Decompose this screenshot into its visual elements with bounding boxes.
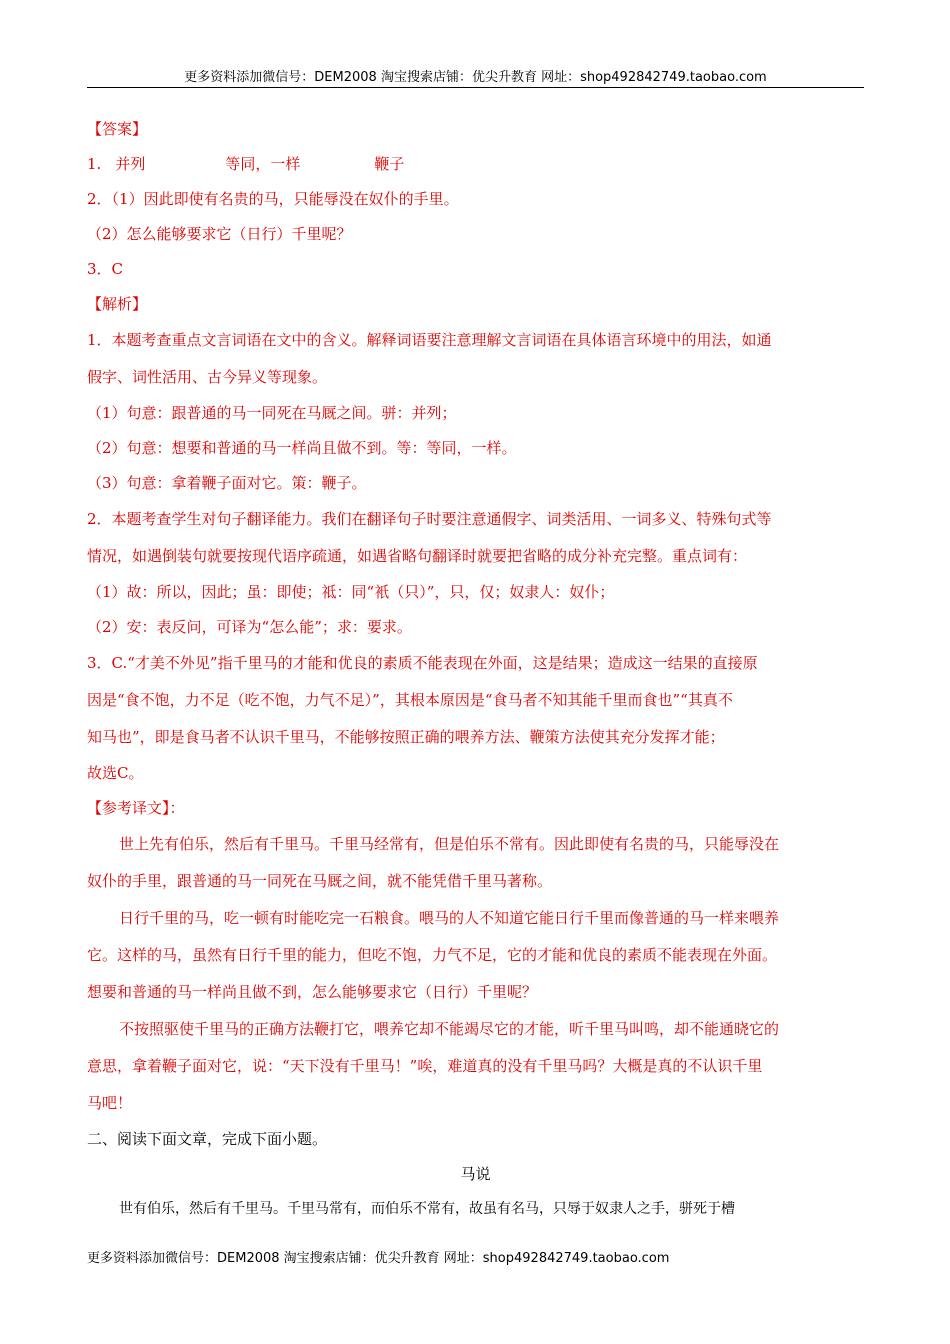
section-instruction: 二、阅读下面文章，完成下面小题。 bbox=[87, 1130, 328, 1148]
analysis-line: 3．C.“才美不外见”指千里马的才能和优良的素质不能表现在外面，这是结果；造成这一结果的直接原 bbox=[87, 654, 758, 672]
analysis-line: 假字、词性活用、古今异义等现象。 bbox=[87, 368, 328, 386]
answer-q1-c: 鞭子 bbox=[374, 155, 405, 173]
translation-p1-line: 奴仆的手里，跟普通的马一同死在马厩之间，就不能凭借千里马著称。 bbox=[87, 872, 553, 890]
passage-first-line: 世有伯乐，然后有千里马。千里马常有，而伯乐不常有，故虽有名马，只辱于奴隶人之手，骈死于槽 bbox=[119, 1201, 735, 1217]
translation-p3-line: 马吧！ bbox=[87, 1094, 133, 1112]
translation-heading: 【参考译文】： bbox=[87, 799, 185, 817]
answer-q1 bbox=[87, 147, 864, 182]
answer-q2-2: （2）怎么能够要求它（日行）千里呢？ bbox=[87, 225, 352, 243]
answer-q2-1: 2．（1）因此即使有名贵的马，只能辱没在奴仆的手里。 bbox=[87, 190, 459, 208]
analysis-heading: 【解析】 bbox=[87, 295, 148, 313]
analysis-line: 1．本题考查重点文言词语在文中的含义。解释词语要注意理解文言词语在具体语言环境中的用法，如通 bbox=[87, 331, 772, 349]
page-footer: 更多资料添加微信号：DEM2008 淘宝搜索店铺：优尖升教育 网址：shop492842749.taobao.com bbox=[87, 1251, 670, 1266]
analysis-line: 因是“食不饱，力不足（吃不饱，力气不足）”，其根本原因是“食马者不知其能千里而食也”“其真不 bbox=[87, 691, 733, 709]
document-body bbox=[87, 112, 864, 1227]
translation-p2-line: 它。这样的马，虽然有日行千里的能力，但吃不饱，力气不足，它的才能和优良的素质不能表现在外面。 bbox=[87, 946, 778, 964]
answer-q1-number: 1. bbox=[87, 155, 102, 173]
translation-p2-line: 日行千里的马，吃一顿有时能吃完一石粮食。喂马的人不知道它能日行千里而像普通的马一样来喂养 bbox=[119, 909, 780, 927]
analysis-line: 故选C。 bbox=[87, 764, 144, 782]
translation-p2-line: 想要和普通的马一样尚且做不到，怎么能够要求它（日行）千里呢？ bbox=[87, 983, 538, 1001]
translation-p3-line: 意思，拿着鞭子面对它，说：“天下没有千里马！”唉，难道真的没有千里马吗？大概是真的不认识千里 bbox=[87, 1057, 763, 1075]
header-divider bbox=[87, 87, 864, 88]
passage-title: 马说 bbox=[460, 1165, 491, 1183]
analysis-line: 情况，如遇倒装句就要按现代语序疏通，如遇省略句翻译时就要把省略的成分补充完整。重点词有： bbox=[87, 547, 748, 565]
page-header: 更多资料添加微信号：DEM2008 淘宝搜索店铺：优尖升教育 网址：shop492842749.taobao.com bbox=[184, 70, 767, 85]
answer-q3: 3．C bbox=[87, 260, 124, 278]
analysis-line: 知马也”，即是食马者不认识千里马，不能够按照正确的喂养方法、鞭策方法使其充分发挥才能； bbox=[87, 728, 725, 746]
analysis-line: （1）故：所以，因此；虽：即使；祗：同“衹（只）”，只，仅；奴隶人：奴仆； bbox=[87, 583, 615, 601]
answer-heading: 【答案】 bbox=[87, 120, 148, 138]
answer-q1-a: 并列 bbox=[115, 155, 146, 173]
answer-q1-b: 等同，一样 bbox=[225, 155, 301, 173]
analysis-line: （1）句意：跟普通的马一同死在马厩之间。骈：并列； bbox=[87, 404, 457, 422]
translation-p1-line: 世上先有伯乐，然后有千里马。千里马经常有，但是伯乐不常有。因此即使有名贵的马，只能辱没在 bbox=[119, 835, 780, 853]
analysis-line: （2）安：表反问，可译为“怎么能”；求：要求。 bbox=[87, 618, 412, 636]
translation-p3-line: 不按照驱使千里马的正确方法鞭打它，喂养它却不能竭尽它的才能，听千里马叫鸣，却不能通晓它的 bbox=[119, 1020, 780, 1038]
analysis-line: （3）句意：拿着鞭子面对它。策：鞭子。 bbox=[87, 474, 367, 492]
analysis-line: 2．本题考查学生对句子翻译能力。我们在翻译句子时要注意通假字、词类活用、一词多义、特殊句式等 bbox=[87, 510, 772, 528]
analysis-line: （2）句意：想要和普通的马一样尚且做不到。等：等同，一样。 bbox=[87, 439, 517, 457]
